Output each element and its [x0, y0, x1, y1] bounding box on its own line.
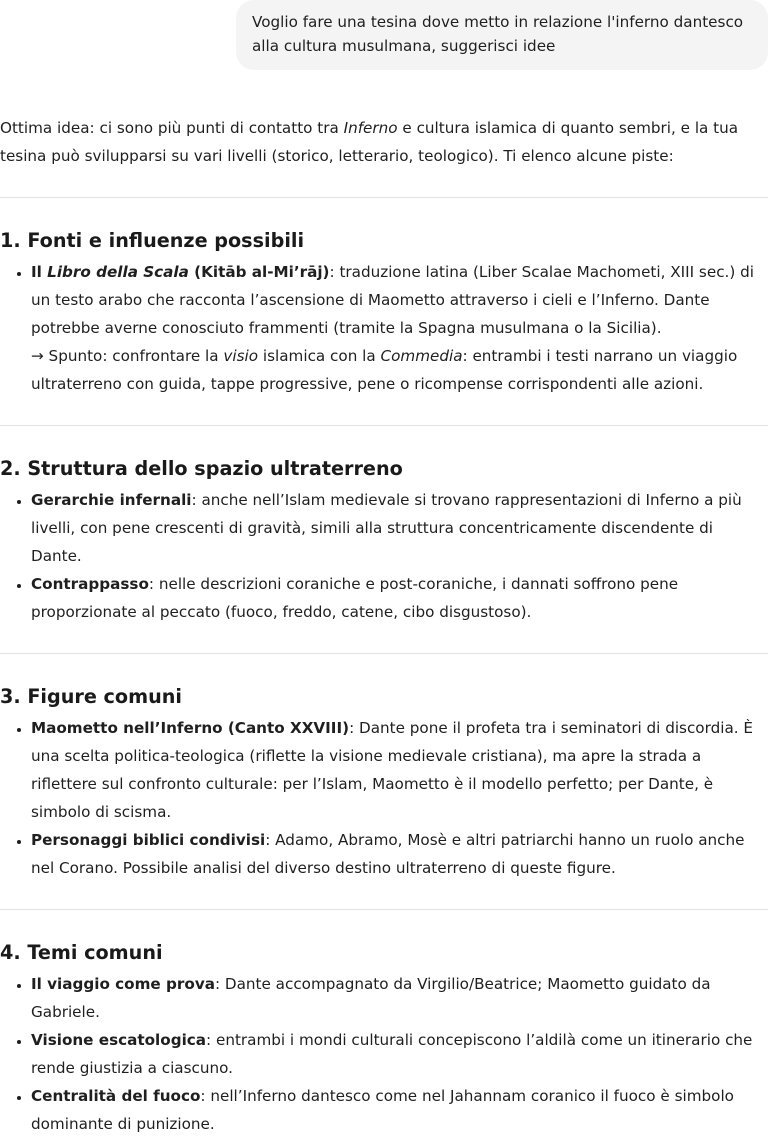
section-title: 1. Fonti e influenze possibili: [0, 229, 305, 252]
list-item: [31, 258, 768, 398]
item-bold: Centralità del fuoco: [31, 1087, 201, 1105]
bullet-list: [0, 970, 768, 1138]
list-item: [31, 826, 768, 882]
list-item: [31, 970, 768, 1026]
intro-text-end: e cultura islamica di quanto sembri, e la tua tesina può svilupparsi su vari livelli (storico, letterario, teologico). Ti elenco alcune piste:: [0, 119, 739, 165]
item-text: : nelle descrizioni coraniche e post-coraniche, i dannati soffrono pene proporzionate al peccato (fuoco, freddo, catene, cibo disgustoso).: [31, 575, 679, 621]
bullet-list: [0, 258, 768, 398]
section-divider: [0, 197, 768, 198]
item-text: : entrambi i mondi culturali concepiscono l’aldilà come un itinerario che rende giustizia a ciascuno.: [31, 1031, 753, 1077]
bullet-list: [0, 714, 768, 882]
item-text: : traduzione latina (Liber Scalae Machometi, XIII sec.) di un testo arabo che racconta l’ascensione di Maometto attraverso i cieli e l’Inferno. Dante potrebbe averne conosciuto frammenti (tramite la Spagna musulmana o la Sicilia).: [31, 263, 754, 337]
section-themes: [0, 938, 768, 1138]
item-bold: Personaggi biblici condivisi: [31, 831, 266, 849]
list-item: [31, 714, 768, 826]
item-bold: Il Libro della Scala (Kitāb al-Mi’rāj): [31, 263, 330, 281]
section-title: 4. Temi comuni: [0, 941, 163, 964]
section-divider: [0, 425, 768, 426]
user-message-bubble: Voglio fare una tesina dove metto in relazione l'inferno dantesco alla cultura musulmana, suggerisci idee: [236, 0, 768, 70]
item-text: : Dante pone il profeta tra i seminatori di discordia. È una scelta politica-teologica (riflette la visione medievale cristiana), ma apre la strada a riflettere sul confronto culturale: per l’Islam, Maometto è il modello perfetto; per Dante, è simbolo di scisma.: [31, 719, 753, 821]
list-item: [31, 1082, 768, 1138]
list-item: [31, 570, 768, 626]
section-figures: [0, 682, 768, 882]
section-divider: [0, 653, 768, 654]
intro-paragraph: [0, 114, 768, 170]
assistant-response: [0, 114, 768, 1138]
section-title: 2. Struttura dello spazio ultraterreno: [0, 457, 403, 480]
item-text: : anche nell’Islam medievale si trovano rappresentazioni di Inferno a più livelli, con pene crescenti di gravità, simili alla struttura concentricamente discendente di Dante.: [31, 491, 742, 565]
item-text: : Dante accompagnato da Virgilio/Beatrice; Maometto guidato da Gabriele.: [31, 975, 711, 1021]
item-bold: Gerarchie infernali: [31, 491, 192, 509]
item-bold: Visione escatologica: [31, 1031, 207, 1049]
item-bold: Maometto nell’Inferno (Canto XXVIII): [31, 719, 350, 737]
intro-text: Ottima idea: ci sono più punti di contatto tra: [0, 119, 344, 137]
bullet-list: [0, 486, 768, 626]
item-bold: Il viaggio come prova: [31, 975, 215, 993]
list-item: [31, 486, 768, 570]
item-text: : Adamo, Abramo, Mosè e altri patriarchi hanno un ruolo anche nel Corano. Possibile analisi del diverso destino ultraterreno di queste figure.: [31, 831, 745, 877]
user-message-row: [0, 0, 768, 70]
list-item: [31, 1026, 768, 1082]
intro-emphasis: Inferno: [343, 119, 398, 137]
section-title: 3. Figure comuni: [0, 685, 183, 708]
section-structure: [0, 454, 768, 626]
item-bold: Contrappasso: [31, 575, 149, 593]
section-divider: [0, 909, 768, 910]
item-text: : nell’Inferno dantesco come nel Jahannam coranico il fuoco è simbolo dominante di punizione.: [31, 1087, 734, 1133]
section-sources: [0, 226, 768, 398]
item-note: → Spunto: confrontare la visio islamica con la Commedia: entrambi i testi narrano un viaggio ultraterreno con guida, tappe progressive, pene o ricompense corrispondenti alle azioni.: [31, 347, 738, 393]
